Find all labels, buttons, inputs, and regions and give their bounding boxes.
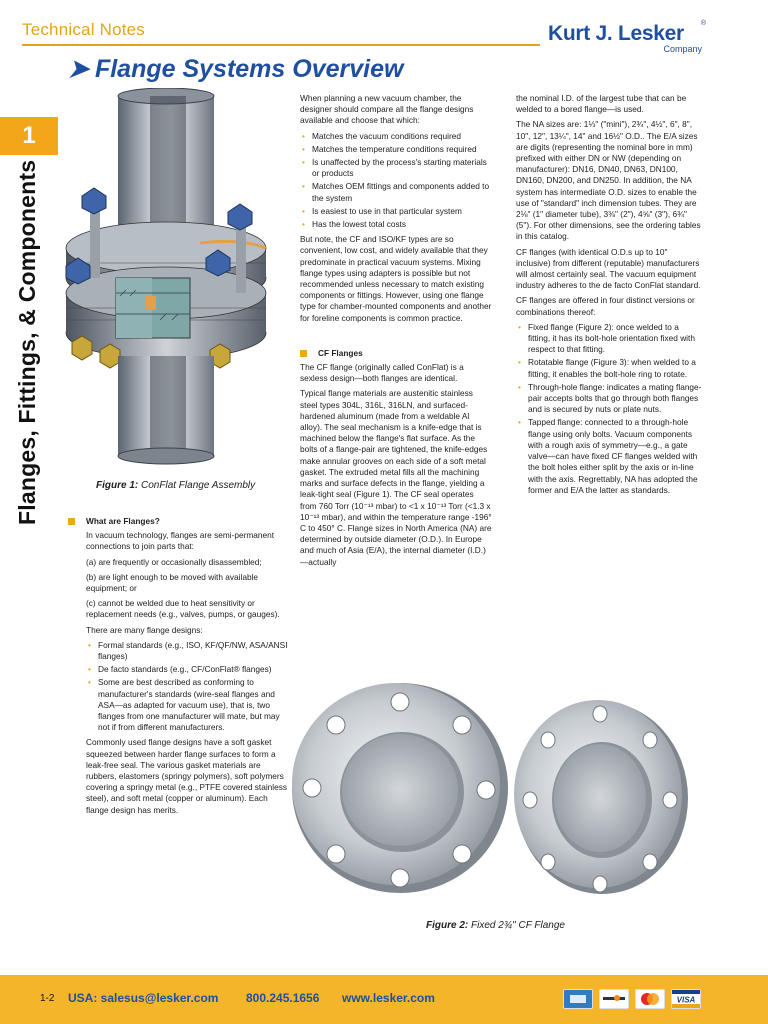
flanges-item-c: (c) cannot be welded due to heat sensitivity or replacement needs (e.g., valves, pumps, or gauges). <box>86 598 280 620</box>
footer-bar <box>0 975 768 1024</box>
flanges-closing: Commonly used flange designs have a soft gasket squeezed between harder flange surfaces to form a leak-free seal. The various gasket materials are rubbers, elastomers (springy polymers), soft polymers covering a springy metal (e.g., PTFE covered stainless steel), and soft metal (copper or aluminum). Each flange design has merits. <box>86 737 288 815</box>
section-heading-text: What are Flanges? <box>86 516 160 526</box>
logo-mark-icon: ® <box>700 20 706 27</box>
cf-para-2: Typical flange materials are austenitic stainless steel types 304L, 316L, 316LN, and surfaced-hardened aluminum (made from a weldable Al alloy). The seal mechanism is a knife-edge that is machined below the flange's flat surface. As the bolts of a flange-pair are tightened, the knife-edges make annular grooves on each side of a soft metal gasket. The extruded metal fills all the machining marks and surface defects in the flange, yielding a leak-tight seal (Figure 1). The CF seal operates from 760 Torr (10⁻¹³ mbar) to <1 x 10⁻¹³ Torr (<1.3 x 10⁻¹³ mbar), and within the temperature range -196° C to 450° C. Flange sizes in North America (NA) are determined by outside diameter (O.D.). In Europe and much of Asia (E/A), the internal diameter (I.D.)—actually <box>300 388 492 567</box>
column-cf-sizes <box>516 93 702 500</box>
logo-subtext: Company <box>663 44 702 54</box>
figure1-flange-assembly-illustration <box>60 88 292 468</box>
versions-list <box>516 322 702 496</box>
page-title-text: Flange Systems Overview <box>94 55 404 83</box>
list-item: • Through-hole flange: indicates a mating flange-pair accepts bolts that go through both flanges and is secured by nuts or plate nuts. <box>516 382 702 416</box>
amex-card-icon <box>563 989 593 1009</box>
figure1-label: Figure 1: <box>96 480 139 491</box>
footer-website-link[interactable]: www.lesker.com <box>342 991 435 1005</box>
sizes-para-1: the nominal I.D. of the largest tube that can be welded to a bored flange—is used. <box>516 93 687 115</box>
mastercard-card-icon <box>635 989 665 1009</box>
figure1-caption-text: ConFlat Flange Assembly <box>141 480 256 491</box>
svg-text:VISA: VISA <box>676 995 696 1005</box>
list-item: • Rotatable flange (Figure 3): when welded to a fitting, it enables the bolt-hole ring to rotate. <box>516 357 702 379</box>
list-item: • Formal standards (e.g., ISO, KF/QF/NW, ASA/ANSI flanges) <box>86 640 290 662</box>
planning-list <box>300 131 492 231</box>
list-item: • Is unaffected by the process's starting materials or products <box>300 157 492 179</box>
figure2-label: Figure 2: <box>426 920 469 931</box>
logo-text: Kurt J. Lesker <box>548 22 684 45</box>
designs-list <box>86 640 290 734</box>
section-heading-text: CF Flanges <box>318 347 363 358</box>
sizes-para-3: CF flanges (with identical O.D.s up to 10" inclusive) from different (reputable) manufacturers will almost certainly seal. The vacuum equipment industry adheres to the de facto ConFlat standard. <box>516 246 701 291</box>
arrow-icon: ➤ <box>68 55 89 83</box>
sizes-para-4: CF flanges are offered in four distinct versions or combinations thereof: <box>516 295 695 317</box>
figure2-caption <box>426 920 565 931</box>
list-item: • Matches the vacuum conditions required <box>300 131 492 142</box>
flanges-item-a: (a) are frequently or occasionally disassembled; <box>86 556 262 567</box>
column-planning <box>300 93 492 572</box>
section-heading-what-are-flanges <box>68 516 290 527</box>
planning-note: But note, the CF and ISO/KF types are so convenient, low cost, and widely available that they predominate in practical vacuum systems. Mixing flange types using adapters is possible but not recommended unless necessary to match existing components or fittings. However, using one flange type for chamber-mounted components and another for foreline components is common practice. <box>300 234 492 323</box>
visa-card-icon <box>671 989 701 1009</box>
list-item: • Some are best described as conforming to manufacturer's standards (wire-seal flanges and ASA—as adapted for vacuum use), that is, two flanges from one manufacturer will mate, but may not if from different manufacturers. <box>86 677 290 733</box>
list-item: • De facto standards (e.g., CF/ConFlat® flanges) <box>86 664 290 675</box>
figure2-flange-photo <box>290 680 690 902</box>
list-item: • Tapped flange: connected to a through-hole flange using only bolts. Vacuum components with a rough axis of symmetry—e.g., a gate valve—can have fixed CF flanges welded with the bolt holes either split by the axis or in-line with the axis. Regrettably, NA has adopted the former and E/A the latter as standards. <box>516 417 702 495</box>
footer-phone[interactable]: 800.245.1656 <box>246 991 320 1005</box>
footer-email-link[interactable]: USA: salesus@lesker.com <box>68 991 219 1005</box>
list-item: • Fixed flange (Figure 2): once welded to a fitting, it has its bolt-hole orientation fixed with respect to that fitting. <box>516 322 702 356</box>
chapter-title-vertical <box>14 159 44 525</box>
discover-card-icon <box>599 989 629 1009</box>
list-item: • Has the lowest total costs <box>300 219 492 230</box>
chapter-title-text: Flanges, Fittings, & Components <box>14 159 40 525</box>
designs-intro: There are many flange designs: <box>86 624 203 635</box>
list-item: • Matches OEM fittings and components added to the system <box>300 181 492 203</box>
section-bullet-icon <box>300 350 307 357</box>
page-number: 1-2 <box>40 993 55 1004</box>
section-title: Technical Notes <box>22 20 146 39</box>
cf-para-1: The CF flange (originally called ConFlat) is a sexless design—both flanges are identical. <box>300 362 464 384</box>
company-logo[interactable] <box>548 22 706 52</box>
column-what-are-flanges <box>68 516 290 820</box>
section-bullet-icon <box>68 518 75 525</box>
sizes-para-2: The NA sizes are: 1⅓" ("mini"), 2¾", 4½", 6", 8", 10", 12", 13¼", 14" and 16½" O.D.. The E/A sizes are digits (representing the nominal bore in mm) prefixed with either DN or NW (depending on manufacturer): DN16, DN40, DN63, DN100, DN160, DN200, and DN250. In addition, the NA system has intermediate O.D. sizes to enable the use of "standard" inch dimension tubes. They are 2⅛" (1" diameter tube), 3⅜" (2"), 4⅝" (3"), 6¾" (5"). For other dimensions, see the ordering tables in this catalog. <box>516 119 701 242</box>
chapter-number-tab: 1 <box>0 117 58 155</box>
list-item: • Matches the temperature conditions required <box>300 144 492 155</box>
planning-intro: When planning a new vacuum chamber, the designer should compare all the flange designs available and choose that which: <box>300 93 474 126</box>
figure2-caption-text: Fixed 2¾" CF Flange <box>471 920 565 931</box>
list-item: • Is easiest to use in that particular system <box>300 206 492 217</box>
flanges-item-b: (b) are light enough to be moved with available equipment; or <box>86 571 259 594</box>
flanges-intro: In vacuum technology, flanges are semi-permanent connections to join parts that: <box>86 530 275 552</box>
page-title <box>68 54 403 84</box>
figure1-caption <box>96 480 255 491</box>
section-heading-cf-flanges <box>300 348 492 359</box>
header-rule <box>22 44 540 46</box>
